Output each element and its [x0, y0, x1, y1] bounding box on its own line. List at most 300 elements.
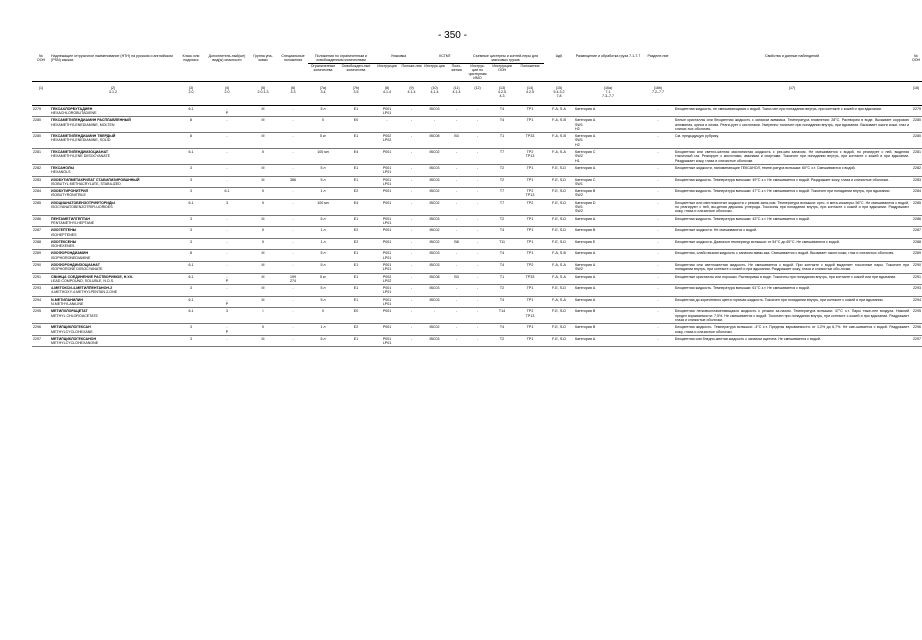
tank-provision-cell: TP1: [516, 105, 544, 117]
tank-provision-cell: TP1: [516, 285, 544, 297]
segregation-cell: -: [642, 261, 674, 273]
tank-provision-cell: TP2 TP13: [516, 188, 544, 200]
imo-tank-cell: -: [467, 273, 488, 285]
header-cell: Класс или подкласс: [176, 54, 206, 81]
packing-group-cell: III: [248, 105, 278, 117]
special-provisions-cell: -: [278, 149, 308, 165]
packing-instruction-cell: P001 LP01: [374, 215, 400, 227]
tank-provision-cell: TP1: [516, 176, 544, 188]
properties-cell: Бесцветная или светло-желтая маслянистая жидкость с рез-ким запахом. Не смешивается с водой, но реагирует с ней, выделяя токсичный газ. Реагирует с кислотами, аминами и спиртами. Токсичен при попадании внутрь, при контакте с кожей и при вдыхании. Раздражает кожу, глаза и слизистые оболочки.: [675, 150, 910, 163]
un-number-cell: 2280: [32, 117, 50, 133]
header-cell: Группа упа-ковки: [248, 54, 278, 81]
segregation-cell: -: [642, 250, 674, 262]
class-cell: 3: [176, 215, 206, 227]
name-russian: ГЕКСАМЕТИЛЕНДИИЗОЦИАНАТ: [51, 150, 109, 155]
packing-provision-cell: -: [400, 238, 423, 250]
packing-group-cell: II: [248, 188, 278, 200]
un-number-right-cell: 2288: [910, 238, 922, 250]
name-english: LEAD COMPOUND, SOLUBLE, N.O.S.: [51, 278, 115, 283]
special-provisions-cell: -: [278, 164, 308, 176]
table-row: [32, 227, 922, 239]
tank-provision-cell: TP33: [516, 273, 544, 285]
column-number-cell: (5) 2.0.1.3: [248, 81, 278, 105]
special-provisions-cell: -: [278, 308, 308, 324]
name-english: HEXAMETHYLENEDIAMINE, MOLTEN: [51, 122, 115, 127]
excepted-quantity-cell: E1: [338, 296, 374, 308]
imo-tank-cell: -: [467, 105, 488, 117]
packing-instruction-cell: P001 LP01: [374, 105, 400, 117]
un-number-right-cell: 2290: [910, 261, 922, 273]
segregation-cell: -: [642, 273, 674, 285]
tank-provision-cell: TP2: [516, 261, 544, 273]
packing-provision-cell: -: [400, 285, 423, 297]
un-number-cell: 2290: [32, 261, 50, 273]
packing-instruction-cell: P001: [374, 238, 400, 250]
packing-provision-cell: -: [400, 149, 423, 165]
special-provisions-cell: -: [278, 117, 308, 133]
un-tank-cell: T7: [488, 188, 516, 200]
stowage-cell: Категория B: [574, 227, 642, 239]
ems-cell: F-A, S-A: [544, 296, 574, 308]
limited-quantity-cell: 5 л: [308, 215, 338, 227]
name-english: HEXAMETHYLENE DIISOCYANATE: [51, 154, 110, 159]
name-english: ISOPHORONE DIISOCYANATE: [51, 267, 103, 272]
imo-tank-cell: -: [467, 250, 488, 262]
class-cell: 6.1: [176, 199, 206, 215]
table-header: [32, 54, 922, 105]
ibc-instruction-cell: IBC03: [423, 176, 446, 188]
un-tank-cell: T14: [488, 308, 516, 324]
class-cell: 8: [176, 117, 206, 133]
packing-group-cell: II: [248, 238, 278, 250]
stowage-cell: Категория А SW1 H2: [574, 133, 642, 149]
un-number-right-cell: 2295: [910, 308, 922, 324]
packing-group-cell: III: [248, 117, 278, 133]
imo-tank-cell: -: [467, 117, 488, 133]
name-english: METHYL CHLOROACETATE: [51, 313, 98, 318]
ems-cell: F-E, S-D: [544, 188, 574, 200]
excepted-quantity-cell: E1: [338, 273, 374, 285]
ibc-provision-cell: -: [446, 285, 467, 297]
ibc-provision-cell: B3: [446, 133, 467, 149]
subsidiary-hazard-cell: -: [206, 335, 248, 347]
subsidiary-hazard-cell: -: [206, 164, 248, 176]
dangerous-goods-list-table: [32, 54, 922, 347]
stowage-cell: Категория А: [574, 335, 642, 347]
packing-group-cell: III: [248, 335, 278, 347]
column-number-cell: (11) 4.1.4: [446, 81, 467, 105]
column-number-cell: (7a) 3.4: [308, 81, 338, 105]
limited-quantity-cell: 5 кг: [308, 273, 338, 285]
table-row: [32, 285, 922, 297]
subsidiary-hazard-cell: 3: [206, 308, 248, 324]
special-provisions-cell: -: [278, 133, 308, 149]
subheader-cell: Положения: [516, 63, 544, 81]
name-cell: [50, 176, 176, 188]
tank-provision-cell: TP1: [516, 296, 544, 308]
packing-instruction-cell: P002 LP02: [374, 133, 400, 149]
subsidiary-hazard-cell: -: [206, 117, 248, 133]
stowage-cell: Категория C SW2 H1: [574, 149, 642, 165]
class-cell: 3: [176, 285, 206, 297]
un-number-cell: 2284: [32, 188, 50, 200]
excepted-quantity-cell: E0: [338, 308, 374, 324]
un-number-cell: 2288: [32, 238, 50, 250]
subsidiary-hazard-cell: - P: [206, 105, 248, 117]
name-english: HEXACHLOROBUTADIENE: [51, 110, 97, 115]
table-row: [32, 188, 922, 200]
page-number: - 350 -: [438, 30, 467, 41]
name-russian: ГЕКСАМЕТИЛЕНДИАМИН РАСПЛАВЛЕННЫЙ: [51, 118, 131, 123]
tank-provision-cell: TP33: [516, 133, 544, 149]
class-cell: 3: [176, 227, 206, 239]
limited-quantity-cell: 5 л: [308, 285, 338, 297]
special-provisions-cell: -: [278, 261, 308, 273]
limited-quantity-cell: 1 л: [308, 188, 338, 200]
excepted-quantity-cell: E1: [338, 285, 374, 297]
ems-cell: F-A, S-A: [544, 261, 574, 273]
packing-provision-cell: -: [400, 308, 423, 324]
un-tank-cell: T4: [488, 250, 516, 262]
tank-provision-cell: TP1: [516, 238, 544, 250]
header-cell: № ООН: [910, 54, 922, 81]
name-english: ISOPHORONEDIAMINE: [51, 255, 91, 260]
ibc-provision-cell: -: [446, 227, 467, 239]
segregation-cell: -: [642, 188, 674, 200]
properties-cell: Бесцветная легковоспламеняющаяся жидкость с резким за-пахом. Температура вспышки: 47°C з.т. Пары тяже-лее воздуха. Нижний предел взрываемости: 7,5%. Не смешивается с водой. Токсичен при попадании внутрь, при контакте с кожей и при вдыхании. Раздражает глаза и слизистые оболочки.: [675, 309, 910, 322]
special-provisions-cell: -: [278, 324, 308, 336]
subsidiary-hazard-cell: -: [206, 133, 248, 149]
tank-provision-cell: TP1: [516, 215, 544, 227]
properties-cell: Бесцветная или светложелтая жидкость. Не смешивается с водой. При контакте с водой выделяет токсичные пары. Токсичен при попадании внутрь, при контакте с кожей и при вдыхании. Раздражает кожу, глаза и слизистые обо-лочки.: [675, 262, 910, 272]
packing-provision-cell: -: [400, 227, 423, 239]
name-cell: [50, 164, 176, 176]
properties-cell: Бесцветные жидкости, напоминающие ГЕКСАНОЛ, темпе-ратура вспышки: 60°C з.т. Смешиваются с водой.: [674, 164, 910, 176]
packing-instruction-cell: P001 LP01: [374, 164, 400, 176]
ibc-instruction-cell: -: [423, 117, 446, 133]
column-number-cell: (2) 3.1.2: [50, 81, 176, 105]
properties-cell: Бесцветная жидкость. Температура вспышки: -4°C з.т. Пределы взрываемости: от 1,2% до 6,7%. Не сме-шивается с водой. Раздражает кожу, глаза и слизистые оболочки.: [675, 325, 910, 334]
ibc-provision-cell: -: [446, 215, 467, 227]
name-cell: [50, 273, 176, 285]
subheader-cell: Освобожден-ные количества: [338, 63, 374, 81]
subsidiary-hazard-cell: -: [206, 250, 248, 262]
segregation-cell: -: [642, 117, 674, 133]
packing-instruction-cell: P001 LP01: [374, 250, 400, 262]
ems-cell: F-E, S-D: [544, 238, 574, 250]
un-tank-cell: T11: [488, 238, 516, 250]
column-number-cell: (8) 4.1.4: [374, 81, 400, 105]
class-cell: 6.1: [176, 308, 206, 324]
excepted-quantity-cell: E1: [338, 250, 374, 262]
packing-group-cell: III: [248, 250, 278, 262]
header-cell: АдК: [544, 54, 574, 81]
tank-provision-cell: TP2 TP13: [516, 308, 544, 324]
name-cell: [50, 238, 176, 250]
subheader-cell: Положе-ния: [400, 63, 423, 81]
special-provisions-cell: -: [278, 199, 308, 215]
subsidiary-hazard-cell: -: [206, 176, 248, 188]
packing-group-cell: III: [248, 164, 278, 176]
un-number-right-cell: 2297: [910, 335, 922, 347]
limited-quantity-cell: 100 мл: [308, 199, 338, 215]
segregation-cell: -: [642, 285, 674, 297]
un-number-right-cell: 2282: [910, 164, 922, 176]
column-number-cell: (16b) 7.2–7.7: [642, 81, 674, 105]
un-number-right-cell: 2286: [910, 215, 922, 227]
imo-tank-cell: -: [467, 285, 488, 297]
subsidiary-hazard-cell: -: [206, 149, 248, 165]
segregation-cell: -: [642, 149, 674, 165]
packing-group-cell: III: [248, 296, 278, 308]
ibc-instruction-cell: IBC03: [423, 164, 446, 176]
ibc-instruction-cell: IBC03: [423, 215, 446, 227]
un-tank-cell: T2: [488, 215, 516, 227]
table-row: [32, 176, 922, 188]
ibc-provision-cell: -: [446, 117, 467, 133]
stowage-cell: Категория А SW2: [574, 261, 642, 273]
un-number-cell: 2297: [32, 335, 50, 347]
subheader-cell: Инструкции: [374, 63, 400, 81]
imo-tank-cell: -: [467, 188, 488, 200]
packing-instruction-cell: P001 LP01: [374, 335, 400, 347]
name-english: METHYLCYCLOHEXANE: [51, 329, 93, 334]
ems-cell: F-E, S-D: [544, 164, 574, 176]
un-number-cell: 2287: [32, 227, 50, 239]
stowage-cell: Категория B SW2: [574, 188, 642, 200]
subsidiary-hazard-cell: - P: [206, 296, 248, 308]
un-number-cell: 2286: [32, 215, 50, 227]
ems-cell: F-A, S-B: [544, 250, 574, 262]
un-number-right-cell: 2280: [910, 133, 922, 149]
excepted-quantity-cell: E1: [338, 335, 374, 347]
limited-quantity-cell: 5 л: [308, 164, 338, 176]
subsidiary-hazard-cell: - P: [206, 324, 248, 336]
column-number-cell: (13) 4.2.5 4.3: [488, 81, 516, 105]
class-cell: 3: [176, 176, 206, 188]
special-provisions-cell: 199 274: [278, 273, 308, 285]
class-cell: 3: [176, 238, 206, 250]
segregation-cell: -: [642, 324, 674, 336]
ibc-provision-cell: -: [446, 149, 467, 165]
un-tank-cell: T4: [488, 227, 516, 239]
segregation-cell: -: [642, 164, 674, 176]
packing-provision-cell: -: [400, 188, 423, 200]
ibc-provision-cell: B8: [446, 238, 467, 250]
name-cell: [50, 133, 176, 149]
un-number-cell: 2282: [32, 164, 50, 176]
imo-tank-cell: -: [467, 227, 488, 239]
column-number-cell: (7b) 3.5: [338, 81, 374, 105]
stowage-cell: Категория D SW1 SW2: [574, 199, 642, 215]
excepted-quantity-cell: E2: [338, 238, 374, 250]
name-russian: ИЗОБУТИРОНИТРИЛ: [51, 189, 89, 194]
subheader-cell: Поло-жения: [446, 63, 467, 81]
packing-provision-cell: -: [400, 250, 423, 262]
ems-cell: F-A, S-A: [544, 273, 574, 285]
header-cell: Упаковка: [374, 54, 423, 63]
special-provisions-cell: -: [278, 335, 308, 347]
stowage-cell: Категория B: [574, 324, 642, 336]
packing-instruction-cell: P001: [374, 308, 400, 324]
packing-group-cell: I: [248, 308, 278, 324]
excepted-quantity-cell: E4: [338, 199, 374, 215]
name-russian: N-МЕТИЛАНИЛИН: [51, 297, 83, 302]
name-english: HEXAMETHYLENEDIAMINE, SOLID: [51, 138, 111, 143]
tank-provision-cell: TP1: [516, 117, 544, 133]
ibc-provision-cell: -: [446, 308, 467, 324]
properties-cell: Бесцветные кристаллы или порошки. Растворимы в воде. Токсичны при попадании внутрь, при контакте с кожей или при вдыхании.: [674, 273, 910, 285]
name-russian: ГЕКСАМЕТИЛЕНДИАМИН ТВЕРДЫЙ: [51, 134, 116, 139]
header-cell: Дополнитель-ный(ые) вид(ы) опасности: [206, 54, 248, 81]
table-row: [32, 117, 922, 133]
table-row: [32, 296, 922, 308]
name-russian: ИЗОБУТИЛМЕТАКРИЛАТ СТАБИЛИЗИРОВАННЫЙ: [51, 177, 140, 182]
un-tank-cell: T4: [488, 261, 516, 273]
properties-cell: Бесцветная или бледно-желтая жидкость с запахом ацетона. Не смешивается с водой.: [674, 335, 910, 347]
un-tank-cell: T1: [488, 273, 516, 285]
ibc-instruction-cell: IBC03: [423, 261, 446, 273]
excepted-quantity-cell: E1: [338, 176, 374, 188]
name-english: PENTAMETHYLHEPTANE: [51, 220, 94, 225]
imo-tank-cell: -: [467, 133, 488, 149]
name-english: 4-METHOXY-4-METHYLPENTAN-2-ONE: [51, 290, 118, 295]
un-tank-cell: T2: [488, 176, 516, 188]
ems-cell: F-A, S-B: [544, 133, 574, 149]
class-cell: 8: [176, 133, 206, 149]
packing-group-cell: III: [248, 273, 278, 285]
packing-provision-cell: -: [400, 324, 423, 336]
ibc-provision-cell: -: [446, 261, 467, 273]
stowage-cell: Категория B: [574, 308, 642, 324]
header-cell: № ООН: [32, 54, 50, 81]
un-number-right-cell: 2283: [910, 176, 922, 188]
ibc-instruction-cell: IBC02: [423, 188, 446, 200]
excepted-quantity-cell: E2: [338, 188, 374, 200]
un-tank-cell: T2: [488, 285, 516, 297]
limited-quantity-cell: 5 л: [308, 296, 338, 308]
limited-quantity-cell: 5 л: [308, 250, 338, 262]
packing-provision-cell: -: [400, 335, 423, 347]
tank-provision-cell: TP1: [516, 324, 544, 336]
class-cell: 3: [176, 164, 206, 176]
header-cell: Свойства и данные наблюдений: [674, 54, 910, 81]
ibc-instruction-cell: IBC02: [423, 238, 446, 250]
excepted-quantity-cell: E0: [338, 117, 374, 133]
tank-provision-cell: TP2: [516, 199, 544, 215]
un-number-right-cell: 2296: [910, 324, 922, 336]
ibc-instruction-cell: IBC03: [423, 105, 446, 117]
packing-group-cell: III: [248, 215, 278, 227]
ibc-provision-cell: -: [446, 105, 467, 117]
name-cell: [50, 296, 176, 308]
imo-tank-cell: -: [467, 296, 488, 308]
header-cell: Положения по ограниченным и освобожденным количествам: [308, 54, 374, 63]
table-row: [32, 105, 922, 117]
ibc-instruction-cell: IBC02: [423, 199, 446, 215]
packing-group-cell: II: [248, 227, 278, 239]
name-russian: ИЗОГЕПТЕНЫ: [51, 228, 77, 233]
stowage-cell: Категория А SW1 H2: [574, 117, 642, 133]
ems-cell: F-E, S-D: [544, 215, 574, 227]
packing-provision-cell: -: [400, 133, 423, 149]
limited-quantity-cell: 0: [308, 117, 338, 133]
name-russian: ИЗОЦИАНАТОБЕНЗОТРИФТОРИДЫ: [51, 200, 115, 205]
ibc-provision-cell: -: [446, 335, 467, 347]
limited-quantity-cell: 5 кг: [308, 133, 338, 149]
un-number-right-cell: 2280: [910, 117, 922, 133]
stowage-cell: Категория C SW1: [574, 176, 642, 188]
limited-quantity-cell: 5 л: [308, 335, 338, 347]
subheader-cell: Инструкции ООН: [488, 63, 516, 81]
name-english: METHYLCYCLOHEXANONE: [51, 341, 99, 346]
name-russian: ИЗОФОРОНДИАМИН: [51, 251, 89, 256]
properties-cell: Бесцветная до коричневого цвета горючая жидкость. Токсичен при попадании внутрь, при контакте с кожей и при вдыхании.: [674, 296, 910, 308]
imo-tank-cell: -: [467, 149, 488, 165]
ems-cell: F-E, S-D: [544, 227, 574, 239]
table-row: [32, 324, 922, 336]
special-provisions-cell: -: [278, 296, 308, 308]
subsidiary-hazard-cell: - P: [206, 273, 248, 285]
tank-provision-cell: TP1: [516, 164, 544, 176]
packing-provision-cell: -: [400, 261, 423, 273]
name-english: ISOCYANATOBENZOTRIFLUORIDES: [51, 205, 113, 210]
table-row: [32, 250, 922, 262]
limited-quantity-cell: 1 л: [308, 324, 338, 336]
ibc-provision-cell: -: [446, 176, 467, 188]
un-number-right-cell: 2289: [910, 250, 922, 262]
packing-instruction-cell: P001 LP01: [374, 261, 400, 273]
class-cell: 3: [176, 188, 206, 200]
segregation-cell: -: [642, 133, 674, 149]
tank-provision-cell: TP2 TP13: [516, 149, 544, 165]
segregation-cell: -: [642, 105, 674, 117]
table-row: [32, 335, 922, 347]
class-cell: 6.1: [176, 149, 206, 165]
ibc-provision-cell: -: [446, 250, 467, 262]
name-cell: [50, 335, 176, 347]
class-cell: 8: [176, 250, 206, 262]
un-number-right-cell: 2281: [910, 149, 922, 165]
class-cell: 6.1: [176, 261, 206, 273]
ibc-instruction-cell: IBC02: [423, 324, 446, 336]
special-provisions-cell: -: [278, 285, 308, 297]
imo-tank-cell: -: [467, 176, 488, 188]
name-russian: МЕТИЛХЛОРАЦЕТАТ: [51, 309, 88, 314]
packing-instruction-cell: P001: [374, 188, 400, 200]
subsidiary-hazard-cell: 6.1: [206, 188, 248, 200]
packing-provision-cell: -: [400, 176, 423, 188]
imo-tank-cell: -: [467, 238, 488, 250]
name-english: N-METHYLANILINE: [51, 302, 84, 307]
imo-tank-cell: -: [467, 215, 488, 227]
limited-quantity-cell: 0: [308, 308, 338, 324]
header-cell: Съемные цистерны и контей-неры для массовых грузов: [467, 54, 544, 63]
special-provisions-cell: -: [278, 238, 308, 250]
stowage-cell: Категория А: [574, 285, 642, 297]
column-number-cell: (12): [467, 81, 488, 105]
ibc-instruction-cell: IBC03: [423, 250, 446, 262]
header-cell: Разделе-ние: [642, 54, 674, 81]
packing-provision-cell: -: [400, 199, 423, 215]
name-russian: МЕТИЛЦИКЛОГЕКСАН: [51, 325, 91, 330]
header-cell: Размещение и обработка груза 7.1-7.7: [574, 54, 642, 81]
special-provisions-cell: -: [278, 188, 308, 200]
name-cell: [50, 117, 176, 133]
properties-cell: Бесцветная жидкость. Температура вспышки: 47°C з.т. Не смешивается с водой. Токсичен при попадании внутрь, при вдыхании.: [674, 188, 910, 200]
un-number-right-cell: 2294: [910, 296, 922, 308]
ibc-instruction-cell: IBC02: [423, 149, 446, 165]
